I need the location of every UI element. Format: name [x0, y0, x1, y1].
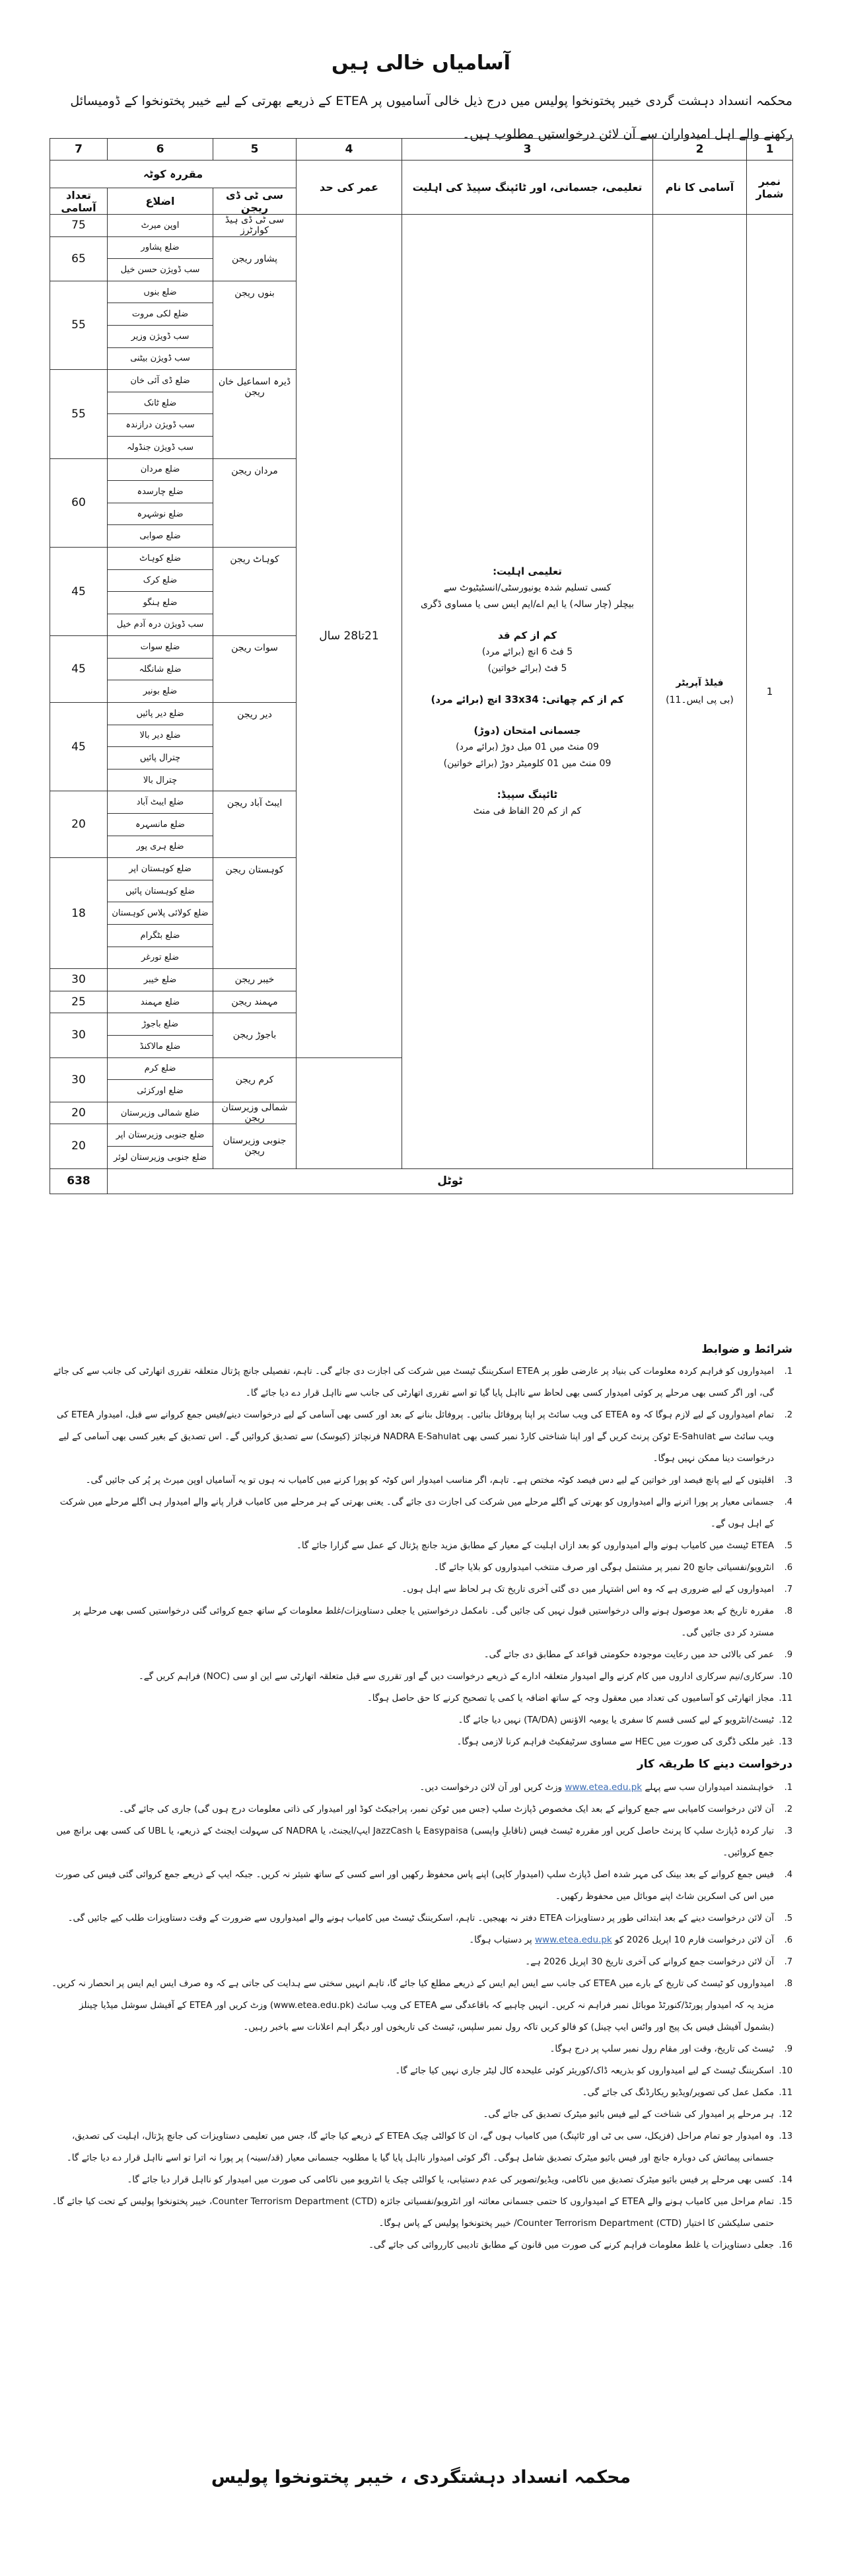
- vacancy-count-cell: 65: [50, 236, 108, 281]
- list-item: [50, 1579, 792, 1600]
- region-cell: سوات ریجن: [213, 636, 297, 703]
- item-number: 5.: [784, 1541, 792, 1551]
- item-number: 1.: [784, 1367, 792, 1377]
- district-cell: ضلع ایبٹ آباد: [108, 791, 213, 814]
- district-cell: ضلع مالاکنڈ: [108, 1035, 213, 1057]
- region-cell: مہمند ریجن: [213, 991, 297, 1013]
- vacancy-count-cell: 30: [50, 1013, 108, 1057]
- terms-heading: شرائط و ضوابط: [701, 1343, 792, 1356]
- district-cell: ضلع کرک: [108, 569, 213, 592]
- district-cell: ضلع پشاور: [108, 236, 213, 259]
- qualification-physical-heading: جسمانی امتحان (دوڑ): [474, 724, 581, 736]
- item-number: 13.: [779, 1737, 792, 1747]
- item-number: 14.: [779, 2175, 792, 2185]
- region-cell: مردان ریجن: [213, 458, 297, 547]
- item-number: 3.: [784, 1826, 792, 1836]
- list-item: [50, 2060, 792, 2082]
- region-cell: خیبر ریجن: [213, 969, 297, 991]
- item-text: آن لائن درخواست جمع کروانے کی آخری تاریخ 30 اپریل 2026 ہے۔: [525, 1956, 774, 1967]
- post-name: فیلڈ آپریٹر: [676, 677, 724, 688]
- list-item: [50, 1666, 792, 1688]
- district-cell: ضلع باجوڑ: [108, 1013, 213, 1036]
- region-cell: پشاور ریجن: [213, 236, 297, 281]
- vacancy-count-cell: 55: [50, 281, 108, 369]
- item-number: 11.: [779, 1694, 792, 1703]
- item-text: مجاز اتھارٹی کو آسامیوں کی تعداد میں معقول وجہ کے ساتھ اضافہ یا کمی یا تصحیح کرنے کا حق حاصل ہوگا۔: [367, 1693, 774, 1703]
- serial-cell: 1: [747, 215, 793, 1169]
- vacancy-count-cell: 20: [50, 1124, 108, 1168]
- item-text: آن لائن درخواست کامیابی سے جمع کروانے کے بعد ایک مخصوص ڈپازٹ سلپ (جس میں ٹوکن نمبر، پراجیکٹ کوڈ اور امیدوار کی ذاتی معلومات درج ہوں گی) جاری کی جائے گی۔: [118, 1804, 774, 1814]
- item-text: تمام امیدواروں کے لیے لازم ہوگا کہ وہ ETEA کی ویب سائٹ پر اپنا پروفائل بنائیں۔ پروفائل بنانے کے بعد اور کسی بھی آسامی کے لیے درخواست دینے/فیس جمع کروانے سے قبل، امیدوار ETEA کی ویب سائٹ سے E-Sahulat ٹوکن پرنٹ کریں گے اور اپنا شناختی کارڈ نمبر کسی بھی NADRA E-Sahulat فرنچائز (کیوسک) سے تصدیق کروائیں گے۔ اس تصدیق کے بغیر کسی بھی آسامی کے لیے درخواست دینا ممکن نہیں ہوگا۔: [56, 1410, 774, 1464]
- district-cell: چترال بالا: [108, 769, 213, 791]
- item-text-after: وزٹ کریں اور آن لائن درخواست دیں۔: [419, 1782, 565, 1793]
- terms-list: [50, 1361, 792, 1753]
- item-text: تیار کردہ ڈپازٹ سلپ کا پرنٹ حاصل کریں اور مقررہ ٹیسٹ فیس (ناقابلِ واپسی) Easypaisa یا JazzCash ایپ/ایجنٹ، یا NADRA کی سہولت ایجنٹ کے ذریعے، یا UBL کی کسی بھی برانچ میں جمع کروائیں۔: [56, 1826, 774, 1858]
- district-cell: سب ڈویژن وزیر: [108, 325, 213, 347]
- list-item: [50, 1404, 792, 1470]
- district-cell: ضلع سوات: [108, 636, 213, 659]
- header-row: [50, 161, 793, 188]
- list-item: [50, 1709, 792, 1731]
- item-number: 8.: [784, 1606, 792, 1616]
- list-item: [50, 1688, 792, 1709]
- vacancy-count-cell: 45: [50, 547, 108, 635]
- procedure-heading: درخواست دینے کا طریقہ کار: [637, 1758, 792, 1771]
- item-text: اقلیتوں کے لیے پانچ فیصد اور خواتین کے لیے دس فیصد کوٹہ مختص ہے۔ تاہم، اگر مناسب امیدوار اس کوٹہ کو پورا کرنے میں کامیاب نہ ہوں تو یہ آسامیاں اوپن میرٹ پر پُر کی جائیں گی۔: [85, 1475, 774, 1485]
- district-cell: ضلع دیر پائیں: [108, 703, 213, 725]
- district-cell: سب ڈویژن بیٹنی: [108, 347, 213, 370]
- item-text: عمر کی بالائی حد میں رعایت موجودہ حکومتی قواعد کے مطابق دی جائے گی۔: [483, 1649, 774, 1660]
- item-text: کسی بھی مرحلے پر فیس بائیو میٹرک تصدیق میں ناکامی، ویڈیو/تصویر کی عدم دستیابی، یا کوالٹی چیک یا انٹرویو میں ناکامی کی صورت میں امیدوار کو نااہل قرار دیا جائے گا۔: [127, 2174, 774, 2185]
- page-title: آسامیاں خالی ہیں: [332, 52, 510, 75]
- vacancy-count-cell: 30: [50, 969, 108, 991]
- col-number: 4: [297, 139, 402, 161]
- item-text: غیر ملکی ڈگری کی صورت میں HEC سے مساوی سرٹیفکیٹ فراہم کرنا لازمی ہوگا۔: [456, 1736, 774, 1747]
- district-cell: ضلع بونیر: [108, 680, 213, 703]
- district-cell: ضلع خیبر: [108, 969, 213, 991]
- item-number: 12.: [779, 1715, 792, 1725]
- item-text: امیدواروں کو فراہم کردہ معلومات کی بنیاد پر عارضی طور پر ETEA اسکریننگ ٹیسٹ میں شرکت کی اجازت دی جائے گی۔ تاہم، تفصیلی جانچ پڑتال متعلقہ تقرری اتھارٹی کی جانب سے کی جائے گی، اور اگر کسی بھی مرحلے پر کوئی امیدوار کسی بھی لحاظ سے نااہل پایا گیا تو اسے تقرری اتھارٹی کی جانب سے نااہل قرار دے دیا جائے گا۔: [53, 1366, 774, 1398]
- item-number: 1.: [784, 1783, 792, 1793]
- item-number: 8.: [784, 1979, 792, 1989]
- item-text: ETEA ٹیسٹ میں کامیاب ہونے والے امیدواروں کو بعد ازاں اہلیت کے معیار کے مطابق مزید جانچ پڑتال کے عمل سے گزارا جائے گا۔: [296, 1540, 774, 1551]
- header-quota-group: مقررہ کوٹہ: [50, 161, 297, 188]
- region-cell: باجوڑ ریجن: [213, 1013, 297, 1057]
- list-item: [50, 2169, 792, 2191]
- region-cell: کرم ریجن: [213, 1057, 297, 1102]
- vacancy-count-cell: 75: [50, 215, 108, 237]
- vacancy-count-cell: 25: [50, 991, 108, 1013]
- vacancy-count-cell: 45: [50, 703, 108, 791]
- post-scale: (بی پی ایس۔11): [666, 694, 734, 705]
- list-item: [50, 2038, 792, 2060]
- district-cell: ضلع کوہاٹ: [108, 547, 213, 569]
- col-number: 3: [402, 139, 653, 161]
- item-text: آن لائن درخواست دینے کے بعد ابتدائی طور پر دستاویزات ETEA دفتر نہ بھیجیں۔ تاہم، اسکریننگ ٹیسٹ میں کامیاب ہونے والے امیدواروں سے ضرورت کے وقت دستاویزات طلب کیے جائیں گی۔: [67, 1913, 774, 1923]
- district-cell: ضلع دیر بالا: [108, 725, 213, 747]
- district-cell: سب ڈویژن حسن خیل: [108, 259, 213, 281]
- district-cell: ضلع صوابی: [108, 525, 213, 548]
- item-number: 12.: [779, 2110, 792, 2120]
- col-number: 7: [50, 139, 108, 161]
- header-region: سی ٹی ڈی ریجن: [213, 188, 297, 215]
- item-text: انٹرویو/نفسیاتی جانچ 20 نمبر پر مشتمل ہوگی اور صرف منتخب امیدواروں کو بلایا جائے گا۔: [433, 1562, 774, 1573]
- item-text: سرکاری/نیم سرکاری اداروں میں کام کرنے والے امیدوار متعلقہ ادارے کے ذریعے درخواست دیں گے اور تقرری سے قبل متعلقہ اتھارٹی سے این او سی (NOC) فراہم کریں گے۔: [138, 1671, 774, 1682]
- item-text: امیدواروں کے لیے ضروری ہے کہ وہ اس اشتہار میں دی گئی آخری تاریخ تک ہر لحاظ سے اہل ہوں۔: [402, 1584, 774, 1594]
- list-item: [50, 1600, 792, 1644]
- item-text: تمام مراحل میں کامیاب ہونے والے ETEA کے امیدواروں کا حتمی جسمانی معائنہ اور انٹرویو/نفسیاتی جائزہ Counter Terrorism Department (CTD)، خیبر پختونخوا پولیس کے تحت کیا جائے گا۔ حتمی سلیکشن کا اختیار Counter Terrorism Department (CTD)/ خیبر پختونخوا پولیس کے پاس ہوگا۔: [52, 2196, 774, 2229]
- item-number: 7.: [784, 1585, 792, 1594]
- list-item: [50, 2126, 792, 2169]
- district-cell: ضلع چارسدہ: [108, 481, 213, 503]
- item-number: 9.: [784, 2044, 792, 2054]
- intro-paragraph: محکمہ انسداد دہشت گردی خیبر پختونخوا پولیس میں درج ذیل خالی آسامیوں پر ETEA کے ذریعے بھرتی کے لیے خیبر پختونخوا کے ڈومیسائل رکھنے والے اہل امیدواران سے آن لائن درخواستیں مطلوب ہیں۔: [70, 94, 792, 141]
- item-number: 9.: [784, 1650, 792, 1660]
- item-number: 3.: [784, 1476, 792, 1485]
- procedure-list: [50, 1777, 792, 2256]
- list-item: [50, 1731, 792, 1753]
- list-item: [50, 1470, 792, 1491]
- qualification-height-female: 5 فٹ (برائے خواتین): [487, 662, 567, 674]
- qualification-chest: کم از کم چھاتی: 33x34 انچ (برائے مرد): [431, 693, 624, 705]
- list-item: [50, 1491, 792, 1535]
- list-item: [50, 1644, 792, 1666]
- list-item: [50, 2191, 792, 2235]
- district-cell: ضلع ہنگو: [108, 592, 213, 614]
- item-text: مکمل عمل کی تصویر/ویڈیو ریکارڈنگ کی جائے گی۔: [582, 2087, 774, 2098]
- qualification-education-line2: بیچلر (چار سالہ) یا ایم اے/ایم ایس سی یا مساوی ڈگری: [420, 598, 635, 610]
- qualification-run-female: 09 منٹ میں 01 کلومیٹر دوڑ (برائے خواتین): [443, 758, 612, 769]
- age-limit-cell: 21تا28 سال: [297, 215, 402, 1058]
- vacancy-count-cell: 55: [50, 370, 108, 458]
- vacancy-count-cell: 20: [50, 791, 108, 858]
- district-cell: سب ڈویژن جنڈولہ: [108, 436, 213, 458]
- item-text: ہر مرحلے پر امیدوار کی شناخت کے لیے فیس بائیو میٹرک تصدیق کی جائے گی۔: [483, 2109, 774, 2120]
- qualification-run-male: 09 منٹ میں 01 میل دوڑ (برائے مرد): [456, 741, 599, 752]
- district-cell: ضلع جنوبی وزیرستان اپر: [108, 1124, 213, 1147]
- region-cell: ایبٹ آباد ریجن: [213, 791, 297, 858]
- district-cell: ضلع کرم: [108, 1057, 213, 1080]
- item-number: 13.: [779, 2131, 792, 2141]
- vacancy-table-body: [50, 215, 793, 1194]
- item-text: جعلی دستاویزات یا غلط معلومات فراہم کرنے کی صورت میں قانون کے مطابق تادیبی کارروائی کی جائے گی۔: [368, 2240, 774, 2250]
- header-age-limit: عمر کی حد: [297, 161, 402, 215]
- list-item: [50, 1820, 792, 1864]
- vacancy-table: [50, 138, 793, 1194]
- item-number: 5.: [784, 1914, 792, 1923]
- header-qualification: تعلیمی، جسمانی، اور ٹائپنگ سپیڈ کی اہلیت: [402, 161, 653, 215]
- item-text: جسمانی معیار پر پورا اترنے والے امیدواروں کو بھرتی کے اگلے مرحلے میں شرکت کی اجازت دی جائے گی۔ یعنی بھرتی کے ہر مرحلے میں کامیاب قرار پانے والے امیدوار ہی اگلے مرحلے میں شرکت کے اہل ہوں گے۔: [59, 1497, 774, 1529]
- item-text-before: خواہشمند امیدواران سب سے پہلے: [642, 1782, 774, 1793]
- item-number: 4.: [784, 1870, 792, 1880]
- list-item: [50, 2104, 792, 2126]
- item-number: 10.: [779, 2066, 792, 2076]
- district-cell: ضلع تورغر: [108, 947, 213, 969]
- table-row: [50, 215, 793, 237]
- list-item: [50, 2235, 792, 2256]
- district-cell: ضلع جنوبی وزیرستان لوئر: [108, 1146, 213, 1168]
- district-cell: ضلع ہری پور: [108, 836, 213, 858]
- total-row: [50, 1168, 793, 1194]
- header-serial: نمبر شمار: [747, 161, 793, 215]
- district-cell: ضلع ٹانک: [108, 392, 213, 414]
- district-cell: ضلع کوہستان پائیں: [108, 880, 213, 902]
- region-cell: بنوں ریجن: [213, 281, 297, 369]
- district-cell: ضلع مردان: [108, 458, 213, 481]
- district-cell: ضلع مانسہرہ: [108, 814, 213, 836]
- vacancy-count-cell: 60: [50, 458, 108, 547]
- item-number: 15.: [779, 2197, 792, 2207]
- col-number: 2: [653, 139, 747, 161]
- footer-signature: محکمہ انسداد دہشتگردی ، خیبر پختونخوا پولیس: [211, 2467, 631, 2487]
- district-cell: ضلع مہمند: [108, 991, 213, 1013]
- region-cell: ڈیرہ اسماعیل خان ریجن: [213, 370, 297, 458]
- region-cell: جنوبی وزیرستان ریجن: [213, 1124, 297, 1168]
- item-text-before: آن لائن درخواست فارم 10 اپریل 2026 کو: [612, 1935, 774, 1945]
- item-text: [50, 1929, 774, 1951]
- list-item: [50, 1777, 792, 1799]
- col-number: 5: [213, 139, 297, 161]
- header-vacancies: تعداد آسامی: [50, 188, 108, 215]
- list-item: [50, 1929, 792, 1951]
- item-text: اسکریننگ ٹیسٹ کے لیے امیدواروں کو بذریعہ ڈاک/کوریئر کوئی علیحدہ کال لیٹر جاری نہیں کیا جائے گا۔: [395, 2065, 774, 2076]
- qualification-typing-heading: ٹائپنگ سپیڈ:: [497, 788, 558, 801]
- district-cell: ضلع اورکزئی: [108, 1080, 213, 1102]
- list-item: [50, 1535, 792, 1557]
- district-cell: ضلع کوہستان اپر: [108, 858, 213, 880]
- item-number: 6.: [784, 1935, 792, 1945]
- qualification-cell: [402, 215, 653, 1169]
- vacancy-count-cell: 45: [50, 636, 108, 703]
- item-number: 2.: [784, 1410, 792, 1420]
- etea-website-link[interactable]: www.etea.edu.pk: [565, 1782, 643, 1793]
- item-text-after: پر دستیاب ہوگا۔: [469, 1935, 535, 1945]
- qualification-typing: کم از کم 20 الفاظ فی منٹ: [473, 805, 582, 816]
- list-item: [50, 1361, 792, 1404]
- item-text: ٹیسٹ کی تاریخ، وقت اور مقام رول نمبر سلپ پر درج ہوگا۔: [549, 2044, 774, 2054]
- age-limit-cell-empty: [297, 1057, 402, 1168]
- item-number: 4.: [784, 1497, 792, 1507]
- qualification-height-male: 5 فٹ 6 انچ (برائے مرد): [481, 646, 573, 657]
- district-cell: ضلع بٹگرام: [108, 925, 213, 947]
- item-text: وہ امیدوار جو تمام مراحل (فزیکل، سی بی ٹی اور ٹائپنگ) میں کامیاب ہوں گے، ان کا کوالٹی چیک ETEA کے ذریعے کیا جائے گا، جس میں تعلیمی دستاویزات کی جانچ پڑتال، اہلیت کی تصدیق، جسمانی پیمائش کی دوبارہ جانچ اور فیس بائیو میٹرک تصدیق شامل ہوگی۔ اگر کوئی امیدوار نااہل پایا گیا یا مطلوبہ جسمانی معیار (قد/سینہ) پر پورا نہ اترا تو اسے نااہل قرار دے دیا جائے گا۔: [66, 2131, 774, 2163]
- district-cell: ضلع شانگلہ: [108, 658, 213, 680]
- qualification-education-line1: کسی تسلیم شدہ یونیورسٹی/انسٹیٹیوٹ سے: [443, 582, 612, 593]
- item-number: 6.: [784, 1563, 792, 1573]
- district-cell: ضلع ڈی آئی خان: [108, 370, 213, 392]
- district-cell: ضلع شمالی وزیرستان: [108, 1102, 213, 1124]
- district-cell: ضلع نوشہرہ: [108, 503, 213, 525]
- item-text: [50, 1777, 774, 1799]
- item-text: امیدواروں کو ٹیسٹ کی تاریخ کے بارے میں ETEA کی جانب سے ایس ایم ایس کے ذریعے مطلع کیا جائے گا، تاہم انہیں سختی سے ہدایت کی جاتی ہے کہ وہ صرف ایس ایم ایس پر انحصار نہ کریں۔ مزید یہ کہ امیدوار پورٹڈ/کنورٹڈ موبائل نمبر فراہم نہ کریں۔ انہیں چاہیے کہ باقاعدگی سے ETEA کی ویب سائٹ (www.etea.edu.pk) وزٹ کریں اور ETEA کے آفیشل سوشل میڈیا چینلز (بشمول آفیشل فیس بک پیج اور واٹس ایپ چینل) کو فالو کریں تاکہ رول نمبر سلپس، ٹیسٹ کی تاریخوں اور دیگر اہم اعلانات سے باخبر رہیں۔: [52, 1978, 774, 2032]
- district-cell: سب ڈویژن درہ آدم خیل: [108, 614, 213, 636]
- header-districts: اضلاع: [108, 188, 213, 215]
- district-cell: ضلع کولائی پلاس کوہستان: [108, 902, 213, 925]
- item-text: فیس جمع کروانے کے بعد بینک کی مہر شدہ اصل ڈپازٹ سلپ (امیدوار کاپی) اپنے پاس محفوظ رکھیں اور اسے کسی کے ساتھ شیئر نہ کریں۔ جبکہ ایپ کے ذریعے جمع کروائی گئی فیس کی صورت میں اس کی اسکرین شاٹ اپنے موبائل میں محفوظ رکھیں۔: [55, 1869, 774, 1902]
- list-item: [50, 2082, 792, 2104]
- item-number: 7.: [784, 1957, 792, 1967]
- vacancy-count-cell: 20: [50, 1102, 108, 1124]
- qualification-height-heading: کم از کم قد: [498, 629, 557, 641]
- header-post-name: آسامی کا نام: [653, 161, 747, 215]
- qualification-education-heading: تعلیمی اہلیت:: [493, 565, 562, 577]
- district-cell: اوپن میرٹ: [108, 215, 213, 237]
- item-number: 11.: [779, 2088, 792, 2098]
- total-label: ٹوٹل: [108, 1168, 793, 1194]
- item-number: 10.: [779, 1672, 792, 1682]
- list-item: [50, 1799, 792, 1820]
- total-value: 638: [50, 1168, 108, 1194]
- post-name-cell: [653, 215, 747, 1169]
- item-text: ٹیسٹ/انٹرویو کے لیے کسی قسم کا سفری یا یومیہ الاؤنس (TA/DA) نہیں دیا جائے گا۔: [458, 1715, 774, 1725]
- column-number-row: [50, 139, 793, 161]
- item-text: مقررہ تاریخ کے بعد موصول ہونے والی درخواستیں قبول نہیں کی جائیں گی۔ نامکمل درخواستیں یا جعلی دستاویزات/غلط معلومات کے ساتھ جمع کروائی گئی درخواستیں کسی بھی مرحلے پر مسترد کر دی جائیں گی۔: [73, 1606, 774, 1638]
- vacancy-count-cell: 18: [50, 858, 108, 969]
- item-number: 2.: [784, 1805, 792, 1814]
- list-item: [50, 1951, 792, 1973]
- district-cell: ضلع لکی مروت: [108, 303, 213, 326]
- district-cell: ضلع بنوں: [108, 281, 213, 303]
- region-cell: سی ٹی ڈی ہیڈ کوارٹرز: [213, 215, 297, 237]
- item-number: 16.: [779, 2240, 792, 2250]
- district-cell: سب ڈویژن درازندہ: [108, 414, 213, 437]
- region-cell: دیر ریجن: [213, 703, 297, 791]
- list-item: [50, 1864, 792, 1908]
- region-cell: شمالی وزیرستان ریجن: [213, 1102, 297, 1124]
- list-item: [50, 1908, 792, 1929]
- region-cell: کوہستان ریجن: [213, 858, 297, 969]
- col-number: 6: [108, 139, 213, 161]
- region-cell: کوہاٹ ریجن: [213, 547, 297, 635]
- etea-website-link[interactable]: www.etea.edu.pk: [534, 1935, 612, 1945]
- list-item: [50, 1557, 792, 1579]
- district-cell: چترال پائیں: [108, 747, 213, 769]
- vacancy-count-cell: 30: [50, 1057, 108, 1102]
- list-item: [50, 1973, 792, 2038]
- col-number: 1: [747, 139, 793, 161]
